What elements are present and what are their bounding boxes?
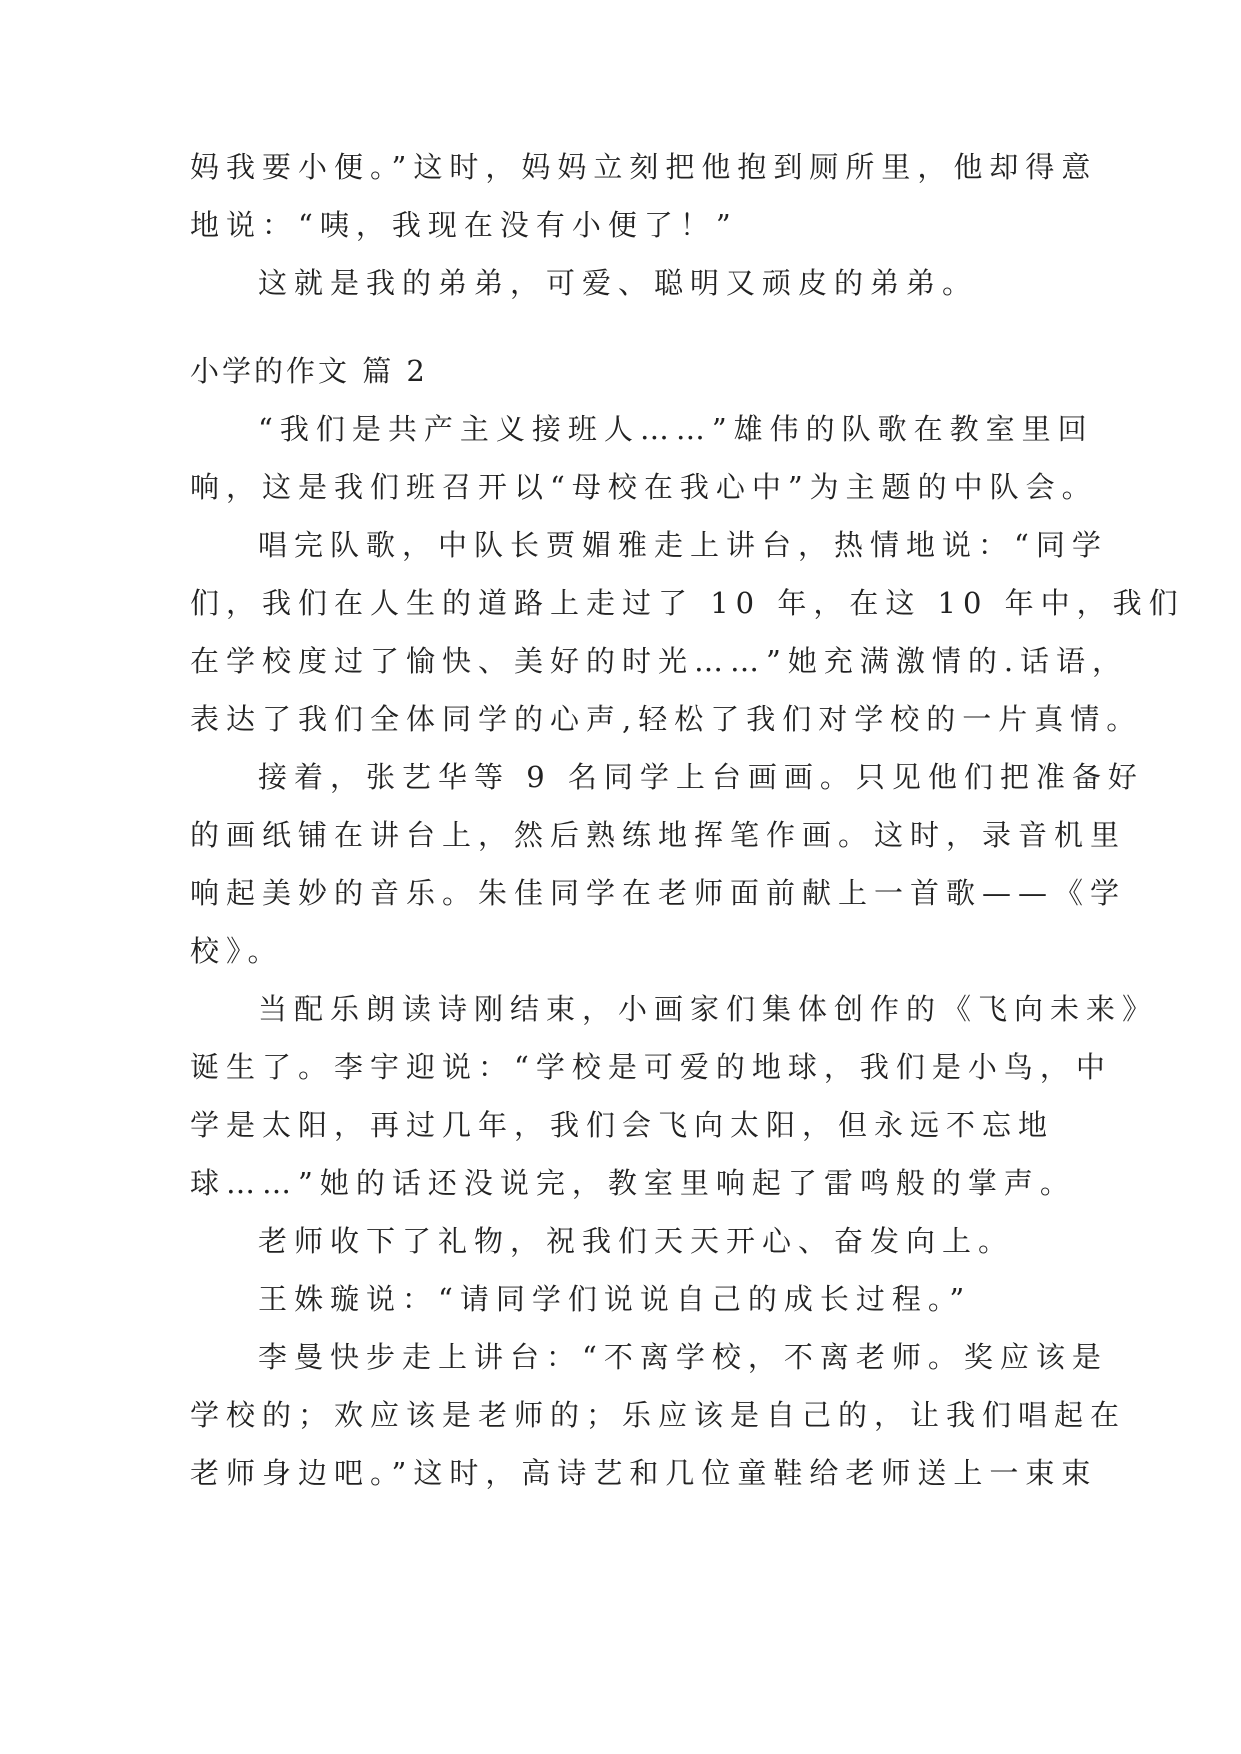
text-line: 表达了我们全体同学的心声,轻松了我们对学校的一片真情。 — [190, 702, 1143, 736]
text-line: 的画纸铺在讲台上，然后熟练地挥笔作画。这时，录音机里 — [190, 818, 1127, 852]
text-line: 响起美妙的音乐。朱佳同学在老师面前献上一首歌——《学 — [190, 876, 1127, 910]
text-line: 李曼快步走上讲台：“不离学校，不离老师。奖应该是 — [258, 1340, 1108, 1374]
text-line: 当配乐朗读诗刚结束，小画家们集体创作的《飞向未来》 — [258, 992, 1159, 1026]
text-line: 老师收下了礼物，祝我们天天开心、奋发向上。 — [258, 1224, 1015, 1258]
text-line: 学校的；欢应该是老师的；乐应该是自己的，让我们唱起在 — [190, 1398, 1127, 1432]
text-line: 球……”她的话还没说完，教室里响起了雷鸣般的掌声。 — [190, 1166, 1076, 1200]
text-line: 老师身边吧。”这时，高诗艺和几位童鞋给老师送上一束束 — [190, 1456, 1098, 1490]
section-heading: 小学的作文 篇 2 — [190, 354, 428, 388]
section-1 — [190, 138, 1098, 312]
text-line: 响，这是我们班召开以“母校在我心中”为主题的中队会。 — [190, 470, 1098, 504]
text-line: 学是太阳，再过几年，我们会飞向太阳，但永远不忘地 — [190, 1108, 1055, 1142]
text-line: 王姝璇说：“请同学们说说自己的成长过程。” — [258, 1282, 972, 1316]
section-2 — [190, 342, 1185, 1502]
text-line: 妈我要小便。”这时，妈妈立刻把他抱到厕所里，他却得意 — [190, 150, 1098, 184]
text-line: 这就是我的弟弟，可爱、聪明又顽皮的弟弟。 — [258, 266, 979, 300]
text-line: 们，我们在人生的道路上走过了 10 年，在这 10 年中，我们 — [190, 586, 1185, 620]
text-line: 校》。 — [190, 934, 284, 968]
text-line: 接着，张艺华等 9 名同学上台画画。只见他们把准备好 — [258, 760, 1144, 794]
text-line: “我们是共产主义接班人……”雄伟的队歌在教室里回 — [258, 412, 1094, 446]
text-line: 唱完队歌，中队长贾媚雅走上讲台，热情地说：“同学 — [258, 528, 1108, 562]
text-line: 诞生了。李宇迎说：“学校是可爱的地球，我们是小鸟，中 — [190, 1050, 1112, 1084]
text-line: 地说：“咦，我现在没有小便了！” — [190, 208, 738, 242]
text-line: 在学校度过了愉快、美好的时光……”她充满激情的.话语， — [190, 644, 1129, 678]
